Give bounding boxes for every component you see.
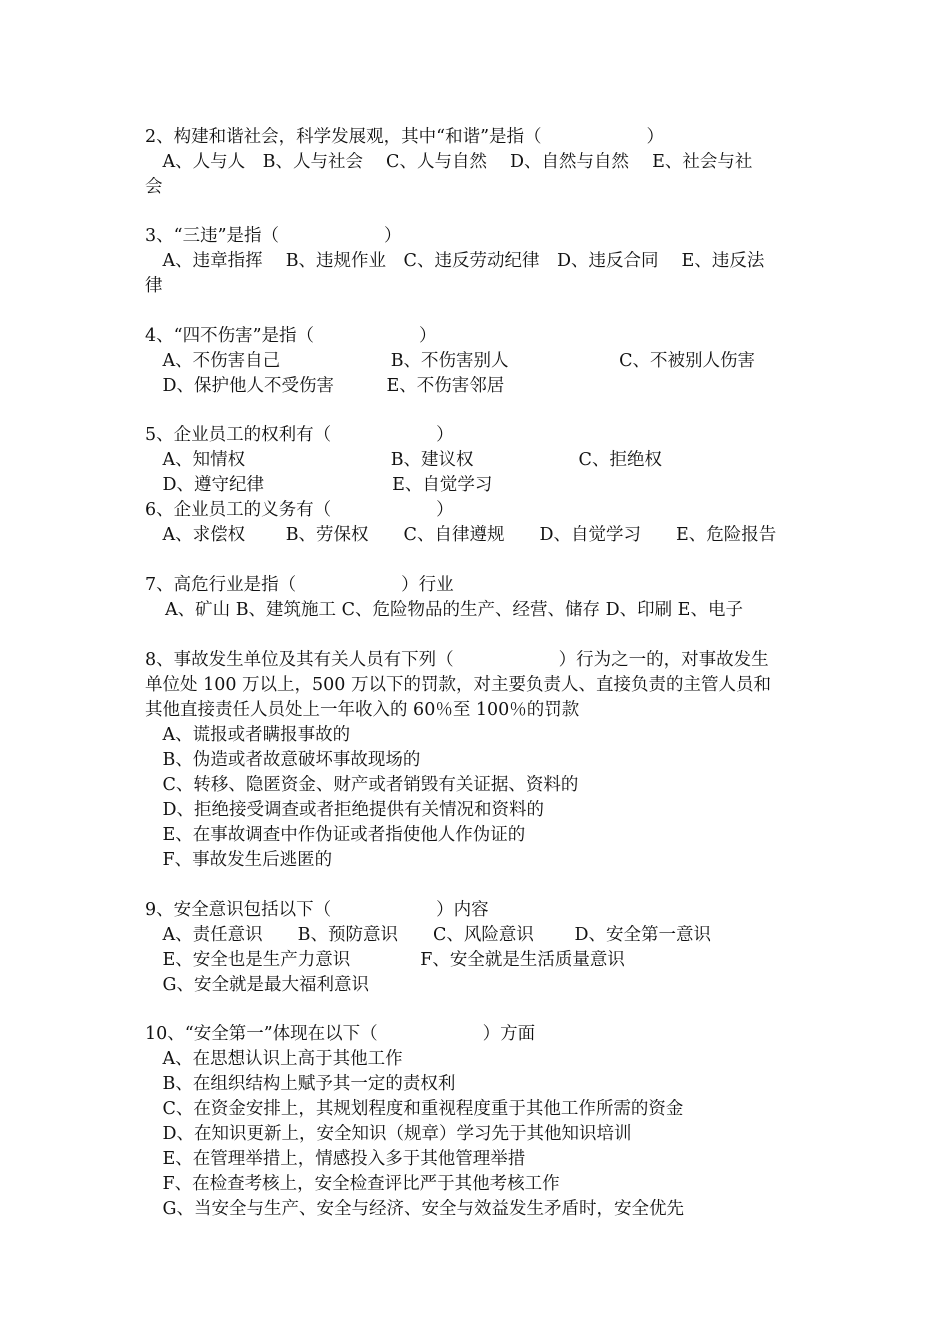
question-10-option-f: F、在检查考核上，安全检查评比严于其他考核工作 xyxy=(145,1174,560,1194)
question-5-stem: 5、企业员工的权利有（ ） xyxy=(145,425,454,445)
question-10-stem: 10、“安全第一”体现在以下（ ）方面 xyxy=(145,1024,536,1044)
question-8-option-b: B、伪造或者故意破坏事故现场的 xyxy=(145,750,421,770)
question-10-option-a: A、在思想认识上高于其他工作 xyxy=(145,1049,403,1069)
question-8-option-c: C、转移、隐匿资金、财产或者销毁有关证据、资料的 xyxy=(145,775,579,795)
question-5-options-row-1: A、知情权 B、建议权 C、拒绝权 xyxy=(145,450,662,470)
question-10-option-b: B、在组织结构上赋予其一定的责权利 xyxy=(145,1074,456,1094)
question-8-option-e: E、在事故调查中作伪证或者指使他人作伪证的 xyxy=(145,825,526,845)
question-2-stem: 2、构建和谐社会，科学发展观，其中“和谐”是指（ ） xyxy=(145,127,665,147)
question-3-options-wrap: 律 xyxy=(145,276,163,296)
question-8-stem-line-3: 其他直接责任人员处上一年收入的 60％至 100％的罚款 xyxy=(145,700,580,720)
question-5-options-row-2: D、遵守纪律 E、自觉学习 xyxy=(145,475,493,495)
question-9-options-row-2: E、安全也是生产力意识 F、安全就是生活质量意识 xyxy=(145,950,625,970)
question-8-option-a: A、谎报或者瞒报事故的 xyxy=(145,725,351,745)
question-3-stem: 3、“三违”是指（ ） xyxy=(145,226,402,246)
question-7-options: A、矿山 B、建筑施工 C、危险物品的生产、经营、储存 D、印刷 E、电子 xyxy=(165,600,743,620)
question-6-stem: 6、企业员工的义务有（ ） xyxy=(145,500,454,520)
question-10-option-c: C、在资金安排上，其规划程度和重视程度重于其他工作所需的资金 xyxy=(145,1099,684,1119)
question-9-stem: 9、安全意识包括以下（ ）内容 xyxy=(145,900,489,920)
question-10-option-d: D、在知识更新上，安全知识（规章）学习先于其他知识培训 xyxy=(145,1124,632,1144)
question-7-stem: 7、高危行业是指（ ）行业 xyxy=(145,575,454,595)
question-10-option-g: G、当安全与生产、安全与经济、安全与效益发生矛盾时，安全优先 xyxy=(145,1199,684,1219)
question-8-stem: 8、事故发生单位及其有关人员有下列（ ）行为之一的，对事故发生 xyxy=(145,650,769,670)
question-2-options: A、人与人 B、人与社会 C、人与自然 D、自然与自然 E、社会与社 xyxy=(145,152,753,172)
question-4-stem: 4、“四不伤害”是指（ ） xyxy=(145,326,437,346)
question-4-options-row-2: D、保护他人不受伤害 E、不伤害邻居 xyxy=(145,376,505,396)
question-10-option-e: E、在管理举措上，情感投入多于其他管理举措 xyxy=(145,1149,526,1169)
question-4-options-row-1: A、不伤害自己 B、不伤害别人 C、不被别人伤害 xyxy=(145,351,756,371)
question-2-options-wrap: 会 xyxy=(145,177,163,197)
question-8-stem-line-2: 单位处 100 万以上，500 万以下的罚款，对主要负责人、直接负责的主管人员和 xyxy=(145,675,771,695)
question-9-options-row-3: G、安全就是最大福利意识 xyxy=(145,975,369,995)
question-3-options: A、违章指挥 B、违规作业 C、违反劳动纪律 D、违反合同 E、违反法 xyxy=(145,251,765,271)
question-9-options-row-1: A、责任意识 B、预防意识 C、风险意识 D、安全第一意识 xyxy=(145,925,711,945)
question-6-options: A、求偿权 B、劳保权 C、自律遵规 D、自觉学习 E、危险报告 xyxy=(145,525,777,545)
question-8-option-f: F、事故发生后逃匿的 xyxy=(145,850,333,870)
question-8-option-d: D、拒绝接受调查或者拒绝提供有关情况和资料的 xyxy=(145,800,545,820)
